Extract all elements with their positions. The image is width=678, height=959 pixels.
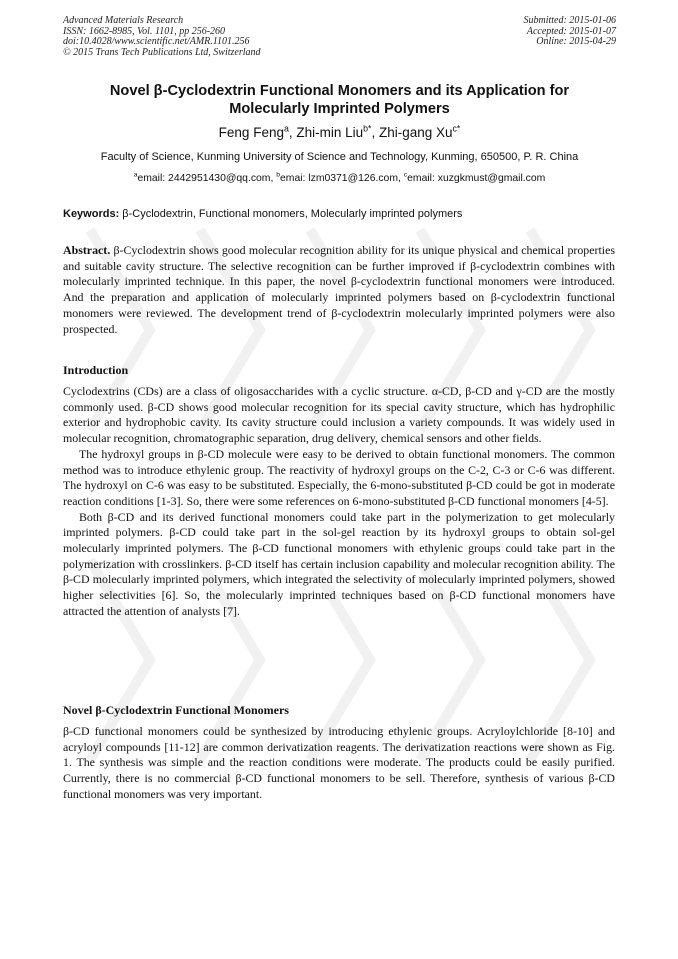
email-marker: a bbox=[133, 171, 138, 179]
body-paragraph: The hydroxyl groups in β-CD molecule were easy to be derived to obtain functional monomers. The common method was to introduce ethylenic group. The reactivity of hydroxyl groups on the C-2, C-3 or C-6 was different. The hydroxyl on C-6 was easy to be substituted. Especially, the 6-mono-substituted β-CD could be got in moderate reaction conditions [1-3]. So, there were some references on 6-mono-substituted β-CD functional monomers [4-5]. bbox=[63, 446, 615, 508]
affiliation: Faculty of Science, Kunming University of Science and Technology, Kunming, 650500, P. R. China bbox=[100, 151, 579, 163]
author-emails bbox=[40, 172, 639, 185]
copyright-line: © 2015 Trans Tech Publications Ltd, Switzerland bbox=[63, 46, 261, 58]
keywords bbox=[63, 208, 616, 221]
author-marker: a bbox=[283, 123, 289, 134]
publication-dates bbox=[524, 16, 617, 48]
keywords-text: β-Cyclodextrin, Functional monomers, Molecularly imprinted polymers bbox=[119, 208, 463, 220]
issn-line: ISSN: 1662-8985, Vol. 1101, pp 256-260 bbox=[63, 25, 226, 37]
author-name: Zhi-gang Xu bbox=[378, 125, 453, 140]
title-line-2: Molecularly Imprinted Polymers bbox=[229, 100, 450, 117]
email-address[interactable]: emai: lzm0371@126.com, bbox=[280, 173, 404, 184]
title-line-1: Novel β-Cyclodextrin Functional Monomers and its Application for bbox=[109, 83, 570, 99]
body-paragraph: β-CD functional monomers could be synthesized by introducing ethylenic groups. Acryloylchloride [8-10] and acryloyl compounds [11-12] are common derivatization reagents. The derivatization reactions were shown as Fig. 1. The synthesis was simple and the reaction conditions were moderate. The products could be easily purified. Currently, there is no commercial β-CD functional monomers to be sell. Therefore, synthesis of various β-CD functional monomers was very important. bbox=[63, 724, 615, 801]
email-address[interactable]: email: xuzgkmust@gmail.com bbox=[407, 173, 546, 184]
novel-monomers-body bbox=[63, 724, 615, 803]
email-marker: c bbox=[403, 171, 408, 179]
abstract-label: Abstract. bbox=[63, 243, 111, 257]
accepted-date: Accepted: 2015-01-07 bbox=[526, 25, 616, 37]
journal-name: Advanced Materials Research bbox=[63, 15, 184, 26]
author-name: Zhi-min Liu bbox=[296, 125, 364, 140]
journal-info bbox=[63, 16, 261, 58]
keywords-label: Keywords: bbox=[63, 208, 120, 220]
author-name: Feng Feng bbox=[218, 125, 284, 140]
author-marker: c* bbox=[452, 123, 461, 134]
author-separator: , bbox=[288, 125, 297, 140]
introduction-body bbox=[63, 384, 615, 620]
author-marker: b* bbox=[363, 123, 372, 134]
abstract-paragraph bbox=[63, 243, 615, 337]
email-address[interactable]: email: 2442951430@qq.com, bbox=[137, 173, 277, 184]
abstract bbox=[63, 243, 615, 337]
body-paragraph: Both β-CD and its derived functional monomers could take part in the polymerization to get molecularly imprinted polymers. β-CD could take part in the sol-gel reaction by its hydroxyl groups to obtain sol-gel molecularly imprinted polymers. The β-CD functional monomers with ethylenic groups could take part in the polymerization with crosslinkers. β-CD itself has certain inclusion capability and molecular recognition ability. The β-CD molecularly imprinted polymers, which integrated the selectivity of molecularly imprinted polymers, showed higher selectivities [6]. So, the molecularly imprinted techniques based on β-CD functional monomers have attracted the attention of analysts [7]. bbox=[63, 509, 615, 618]
doi-line: doi:10.4028/www.scientific.net/AMR.1101.256 bbox=[63, 36, 250, 47]
novel-monomers-heading: Novel β-Cyclodextrin Functional Monomers bbox=[63, 703, 289, 717]
body-paragraph: Cyclodextrins (CDs) are a class of oligosaccharides with a cyclic structure. α-CD, β-CD and γ-CD are the mostly commonly used. β-CD shows good molecular recognition for its special cavity structure, which has hydrophilic exterior and hydrophobic cavity. Its cavity structure could inclusion a variety compounds. It was widely used in molecular recognition, chromatographic separation, drug delivery, chemical sensors and other fields. bbox=[63, 384, 615, 446]
introduction-heading: Introduction bbox=[63, 363, 129, 377]
paper-title bbox=[63, 83, 616, 118]
abstract-text: β-Cyclodextrin shows good molecular recognition ability for its unique physical and chemical properties and suitable cavity structure. The selective recognition can be further improved if β-cyclodextrin combines with molecularly imprinted technique. In this paper, the novel β-cyclodextrin functional monomers were introduced. And the preparation and application of molecularly imprinted polymers based on β-cyclodextrin functional monomers were reviewed. The development trend of β-cyclodextrin molecularly imprinted polymers were also prospected. bbox=[63, 243, 615, 336]
author-separator: , bbox=[371, 125, 379, 140]
author-list bbox=[63, 124, 616, 141]
online-date: Online: 2015-04-29 bbox=[536, 36, 616, 47]
submitted-date: Submitted: 2015-01-06 bbox=[523, 15, 616, 26]
email-marker: b bbox=[276, 171, 281, 179]
